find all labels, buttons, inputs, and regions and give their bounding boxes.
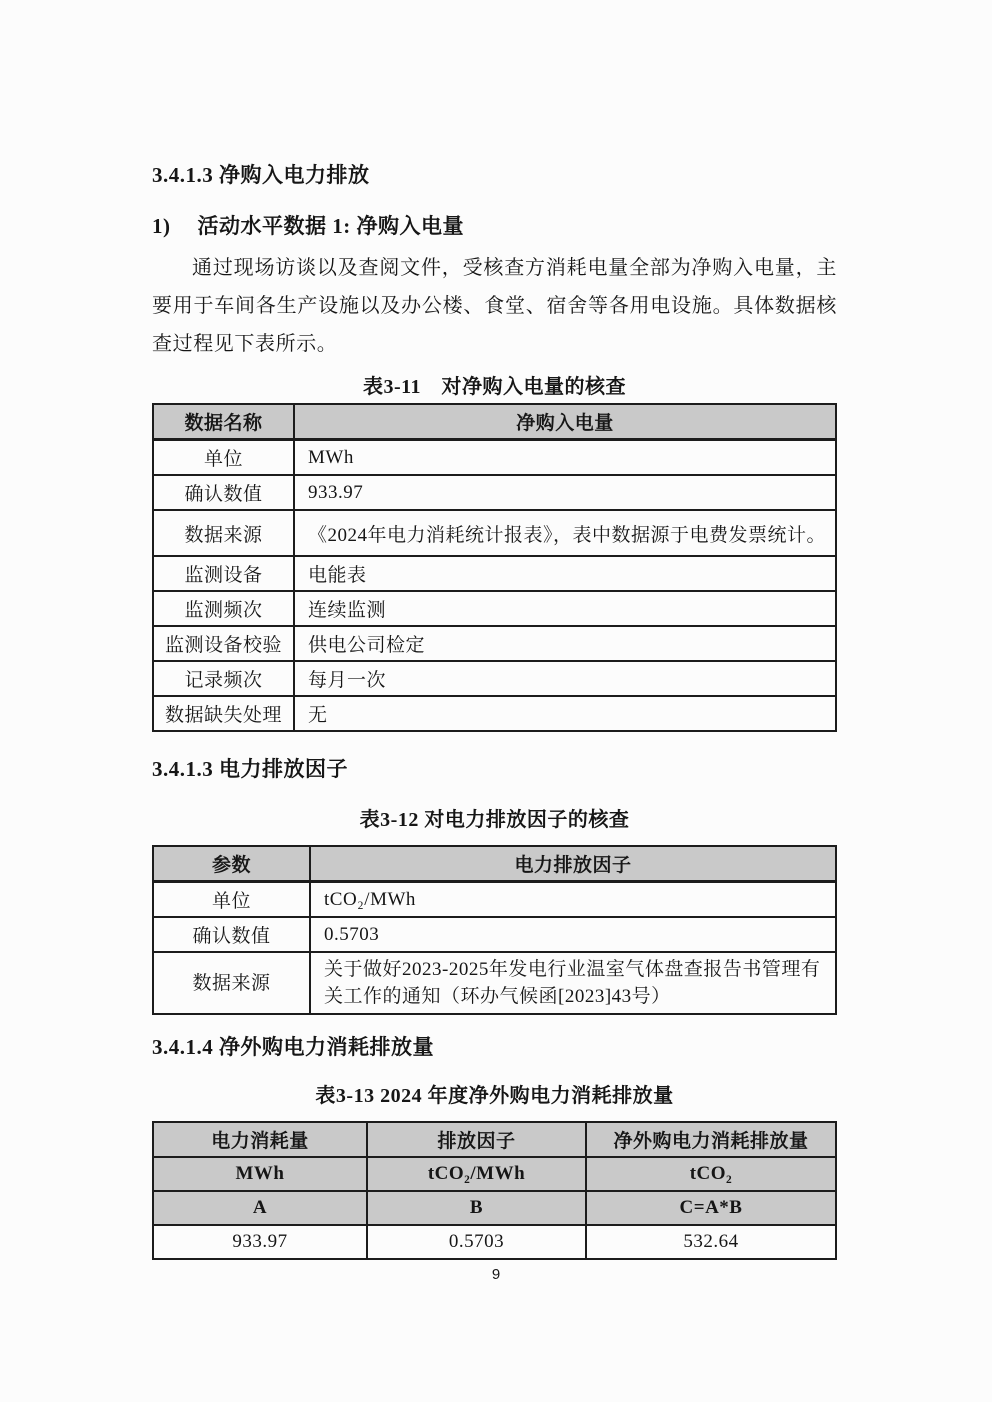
table-formula-cell: B	[367, 1191, 586, 1225]
row-value-cell: 无	[294, 696, 836, 731]
page-content	[152, 163, 837, 1260]
row-label-cell: 确认数值	[153, 917, 310, 952]
table-header-cell: 排放因子	[367, 1122, 586, 1157]
table-value-cell: 532.64	[586, 1225, 836, 1259]
row-value-cell: 供电公司检定	[294, 626, 836, 661]
section-heading-electricity-emission-factor: 3.4.1.3 电力排放因子	[152, 757, 348, 781]
table-row	[153, 404, 836, 440]
table-3-12	[152, 845, 837, 1015]
table-header-cell: 净外购电力消耗排放量	[586, 1122, 836, 1157]
table-header-cell: 数据名称	[153, 404, 294, 440]
table-row	[153, 556, 836, 591]
section-heading-net-purchased-electricity-consumption-emissions: 3.4.1.4 净外购电力消耗排放量	[152, 1035, 434, 1059]
table-row	[153, 882, 836, 918]
subsection-title: 活动水平数据 1: 净购入电量	[197, 214, 464, 238]
row-value-cell: 电能表	[294, 556, 836, 591]
row-label-cell: 单位	[153, 882, 310, 918]
table-3-13-title: 表3-13 2024 年度净外购电力消耗排放量	[315, 1085, 674, 1107]
row-label-cell: 数据来源	[153, 510, 294, 556]
row-value-cell: MWh	[294, 440, 836, 476]
table-value-cell: 0.5703	[367, 1225, 586, 1259]
table-3-11	[152, 403, 837, 732]
table-row	[153, 846, 836, 882]
page-number: 9	[491, 1266, 501, 1283]
row-label-cell: 数据来源	[153, 952, 310, 1014]
row-label-cell: 监测频次	[153, 591, 294, 626]
table-row	[153, 440, 836, 476]
row-label-cell: 单位	[153, 440, 294, 476]
table-row	[153, 1157, 836, 1191]
table-row	[153, 1122, 836, 1157]
row-label-cell: 监测设备校验	[153, 626, 294, 661]
table-unit-cell: MWh	[153, 1157, 367, 1191]
section-heading-net-purchased-electricity-emissions: 3.4.1.3 净购入电力排放	[152, 163, 370, 187]
row-value-cell: 连续监测	[294, 591, 836, 626]
body-paragraph: 通过现场访谈以及查阅文件，受核查方消耗电量全部为净购入电量，主要用于车间各生产设施以及办公楼、食堂、宿舍等各用电设施。具体数据核查过程见下表所示。	[152, 257, 837, 355]
row-value-cell: 《2024年电力消耗统计报表》，表中数据源于电费发票统计。	[294, 510, 836, 556]
row-label-cell: 确认数值	[153, 475, 294, 510]
table-row	[153, 1225, 836, 1259]
table-row	[153, 696, 836, 731]
table-row	[153, 475, 836, 510]
table-3-12-title: 表3-12 对电力排放因子的核查	[359, 809, 630, 831]
table-header-cell: 净购入电量	[294, 404, 836, 440]
row-value-cell: 0.5703	[310, 917, 836, 952]
row-value-cell: 关于做好2023-2025年发电行业温室气体盘查报告书管理有关工作的通知（环办气候函[2023]43号）	[310, 952, 836, 1014]
table-value-cell: 933.97	[153, 1225, 367, 1259]
subsection-number: 1)	[152, 214, 171, 238]
table-formula-cell: A	[153, 1191, 367, 1225]
row-label-cell: 监测设备	[153, 556, 294, 591]
row-value-cell: 933.97	[294, 475, 836, 510]
table-header-cell: 参数	[153, 846, 310, 882]
table-formula-cell: C=A*B	[586, 1191, 836, 1225]
table-row	[153, 591, 836, 626]
row-value-cell: 每月一次	[294, 661, 836, 696]
subsection-heading-activity-data	[152, 214, 837, 238]
table-row	[153, 510, 836, 556]
table-row	[153, 952, 836, 1014]
row-label-cell: 数据缺失处理	[153, 696, 294, 731]
table-header-cell: 电力消耗量	[153, 1122, 367, 1157]
table-row	[153, 626, 836, 661]
table-unit-cell: tCO₂/MWh	[367, 1157, 586, 1191]
table-header-cell: 电力排放因子	[310, 846, 836, 882]
row-value-cell: tCO₂/MWh	[310, 882, 836, 918]
table-row	[153, 917, 836, 952]
table-unit-cell: tCO₂	[586, 1157, 836, 1191]
table-row	[153, 1191, 836, 1225]
table-row	[153, 661, 836, 696]
table-3-11-title: 表3-11 对净购入电量的核查	[362, 376, 627, 398]
table-3-13	[152, 1121, 837, 1260]
row-label-cell: 记录频次	[153, 661, 294, 696]
